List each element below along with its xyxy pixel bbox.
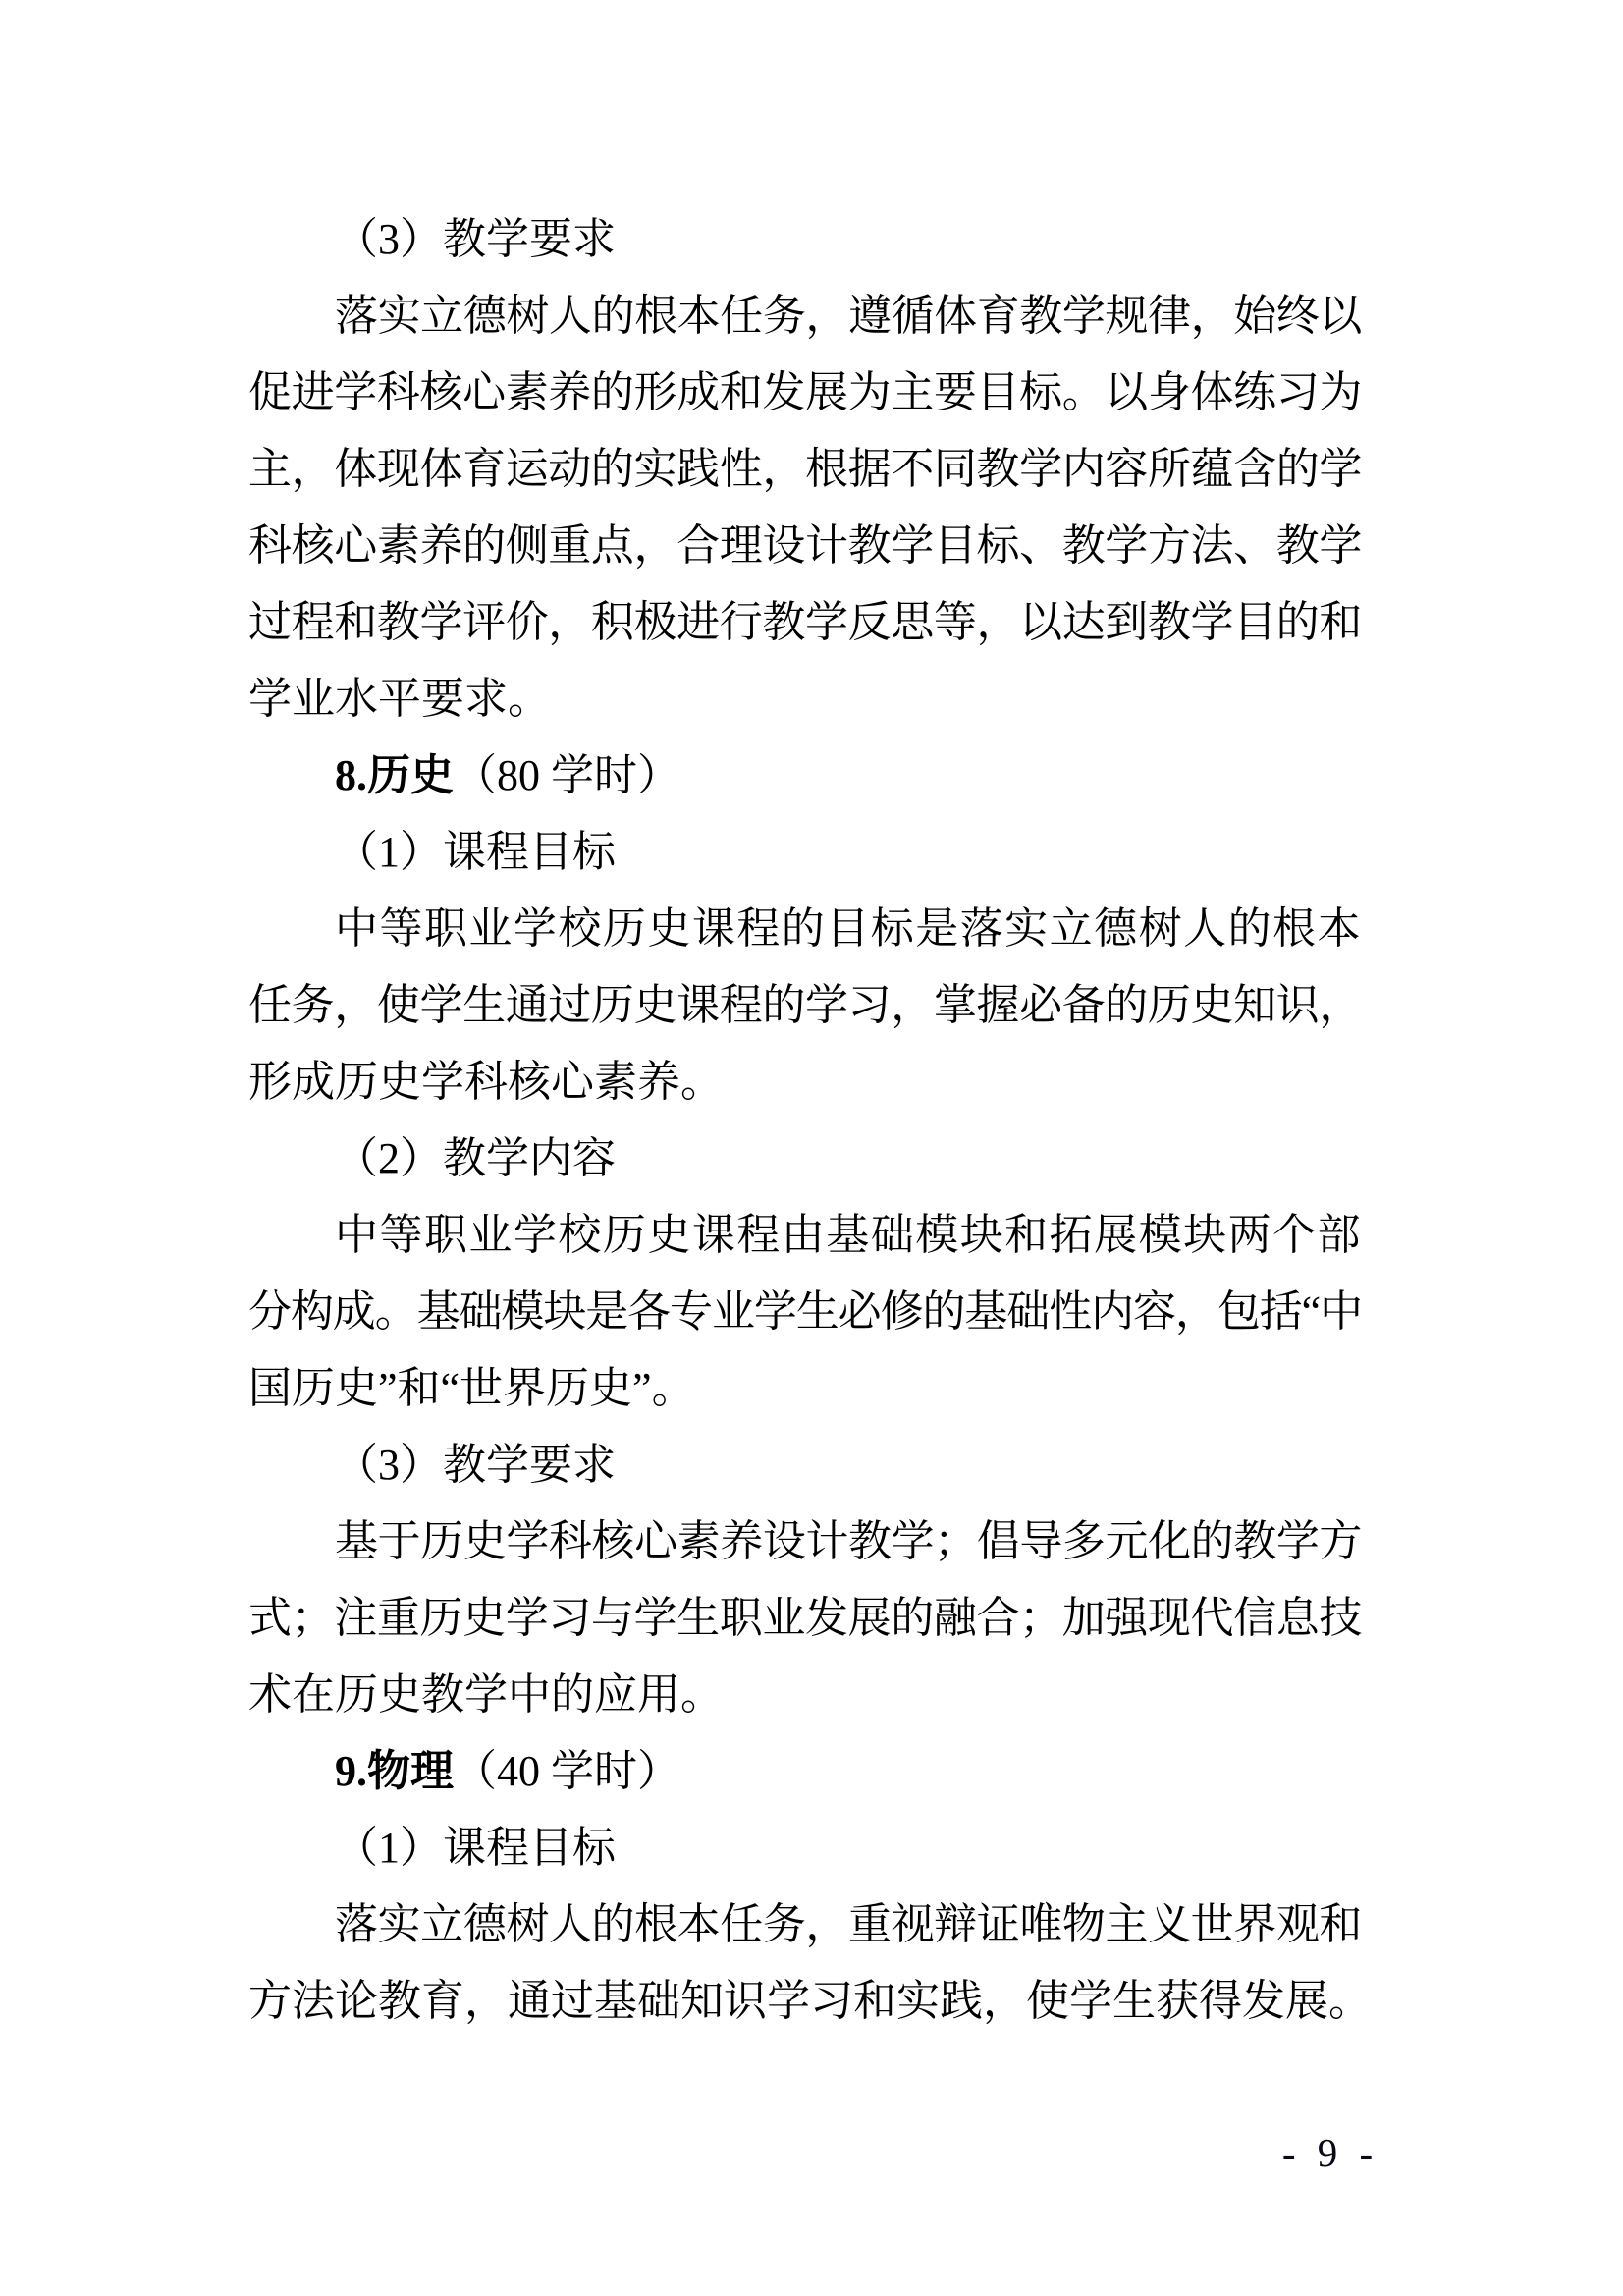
text-line (248, 584, 1362, 661)
text-run (248, 751, 680, 799)
text-line (248, 1810, 1362, 1886)
text-line (248, 1963, 1372, 2040)
text-line (248, 661, 1362, 738)
text-line (248, 1197, 1362, 1274)
text-run (248, 1747, 680, 1795)
text-line (248, 1044, 1362, 1121)
text-line (248, 1121, 1362, 1197)
text-line (248, 1580, 1362, 1657)
text-line (248, 1657, 1362, 1733)
text-run: （2）教学内容 (335, 1134, 616, 1182)
text-line (248, 355, 1362, 431)
text-line (248, 1274, 1362, 1350)
document-body (248, 201, 1372, 2040)
text-run: （3）教学要求 (335, 215, 616, 263)
text-run: 中等职业学校历史课程由基础模块和拓展模块两个部 (335, 1211, 1362, 1259)
text-run: 学业水平要求。 (248, 675, 551, 723)
text-line (248, 1503, 1362, 1580)
text-line (248, 278, 1362, 355)
heading-class-hours: （40 学时） (454, 1747, 680, 1795)
text-line (248, 1886, 1362, 1963)
text-line (248, 1350, 1362, 1427)
text-run: 国历史”和“世界历史”。 (248, 1364, 695, 1412)
text-run: 分构成。基础模块是各专业学生必修的基础性内容，包括“中 (248, 1287, 1362, 1336)
text-line (248, 814, 1362, 891)
text-run: 中等职业学校历史课程的目标是落实立德树人的根本 (335, 904, 1362, 953)
text-run: 形成历史学科核心素养。 (248, 1058, 724, 1106)
section-heading-line (248, 738, 1362, 814)
text-run: 基于历史学科核心素养设计教学；倡导多元化的教学方 (335, 1517, 1362, 1565)
text-run: 落实立德树人的根本任务，遵循体育教学规律，始终以 (335, 292, 1362, 340)
text-run: 式；注重历史学习与学生职业发展的融合；加强现代信息技 (248, 1594, 1362, 1642)
text-run: 促进学科核心素养的形成和发展为主要目标。以身体练习为 (248, 368, 1362, 416)
heading-number-title: 9.物理 (335, 1747, 454, 1795)
text-run: 任务，使学生通过历史课程的学习，掌握必备的历史知识， (248, 981, 1362, 1029)
text-run: 落实立德树人的根本任务，重视辩证唯物主义世界观和 (335, 1900, 1362, 1948)
text-run: （1）课程目标 (335, 1824, 616, 1872)
text-line (248, 508, 1362, 584)
text-line (248, 1427, 1362, 1503)
text-run: 科核心素养的侧重点，合理设计教学目标、教学方法、教学 (248, 521, 1362, 570)
text-line (248, 891, 1362, 967)
text-run: 主，体现体育运动的实践性，根据不同教学内容所蕴含的学 (248, 445, 1362, 493)
text-run: 术在历史教学中的应用。 (248, 1670, 724, 1719)
heading-number-title: 8.历史 (335, 751, 454, 799)
text-run: 过程和教学评价，积极进行教学反思等，以达到教学目的和 (248, 598, 1362, 646)
text-run: 方法论教育，通过基础知识学习和实践，使学生获得发展。 (248, 1977, 1372, 2025)
text-line (248, 431, 1362, 508)
text-run: （1）课程目标 (335, 828, 616, 876)
text-line (248, 201, 1362, 278)
page-number: - 9 - (1281, 2130, 1380, 2175)
heading-class-hours: （80 学时） (454, 751, 680, 799)
section-heading-line (248, 1733, 1362, 1810)
text-line (248, 967, 1362, 1044)
text-run: （3）教学要求 (335, 1441, 616, 1489)
